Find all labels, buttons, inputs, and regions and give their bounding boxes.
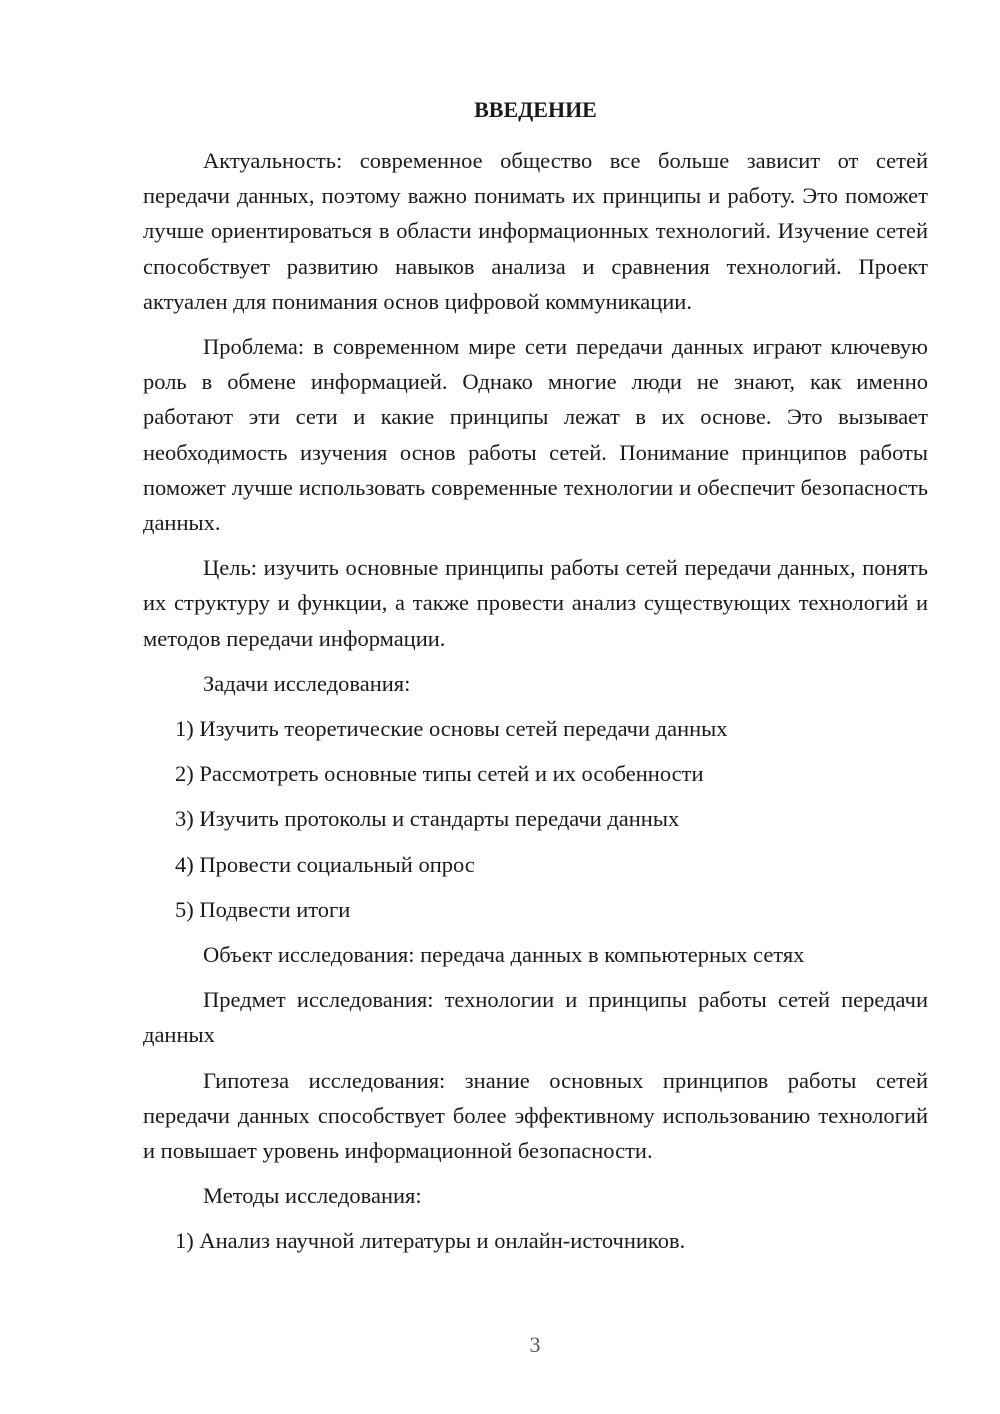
list-item: 4) Провести социальный опрос bbox=[175, 851, 475, 877]
list-item: 1) Анализ научной литературы и онлайн-источников. bbox=[175, 1228, 686, 1254]
subject-paragraph: Предмет исследования: технологии и принципы работы сетей передачи данных bbox=[143, 987, 928, 1048]
object-paragraph: Объект исследования: передача данных в компьютерных сетях bbox=[203, 942, 805, 968]
section-title: ВВЕДЕНИЕ bbox=[474, 97, 597, 122]
methods-list bbox=[143, 1223, 928, 1258]
relevance-paragraph: Актуальность: современное общество все больше зависит от сетей передачи данных, поэтому важно понимать их принципы и работу. Это поможет лучше ориентироваться в области информационных технологий. Изучение сетей способствует развитию навыков анализа и сравнения технологий. Проект актуален для понимания основ цифровой коммуникации. bbox=[143, 148, 928, 314]
methods-heading: Методы исследования: bbox=[203, 1183, 422, 1209]
tasks-list bbox=[143, 711, 928, 927]
goal-paragraph: Цель: изучить основные принципы работы сетей передачи данных, понять их структуру и функции, а также провести анализ существующих технологий и методов передачи информации. bbox=[143, 555, 928, 651]
hypothesis-paragraph: Гипотеза исследования: знание основных принципов работы сетей передачи данных способствует более эффективному использованию технологий и повышает уровень информационной безопасности. bbox=[143, 1067, 928, 1164]
page-number: 3 bbox=[529, 1332, 541, 1357]
list-item: 1) Изучить теоретические основы сетей передачи данных bbox=[175, 716, 728, 742]
list-item: 5) Подвести итоги bbox=[175, 896, 351, 922]
document-page bbox=[143, 92, 928, 1269]
list-item: 3) Изучить протоколы и стандарты передачи данных bbox=[175, 806, 680, 832]
list-item: 2) Рассмотреть основные типы сетей и их особенности bbox=[175, 761, 704, 787]
problem-paragraph: Проблема: в современном мире сети передачи данных играют ключевую роль в обмене информацией. Однако многие люди не знают, как именно работают эти сети и какие принципы лежат в их основе. Это вызывает необходимость изучения основ работы сетей. Понимание принципов работы поможет лучше использовать современные технологии и обеспечит безопасность данных. bbox=[143, 334, 928, 536]
tasks-heading: Задачи исследования: bbox=[203, 670, 411, 696]
